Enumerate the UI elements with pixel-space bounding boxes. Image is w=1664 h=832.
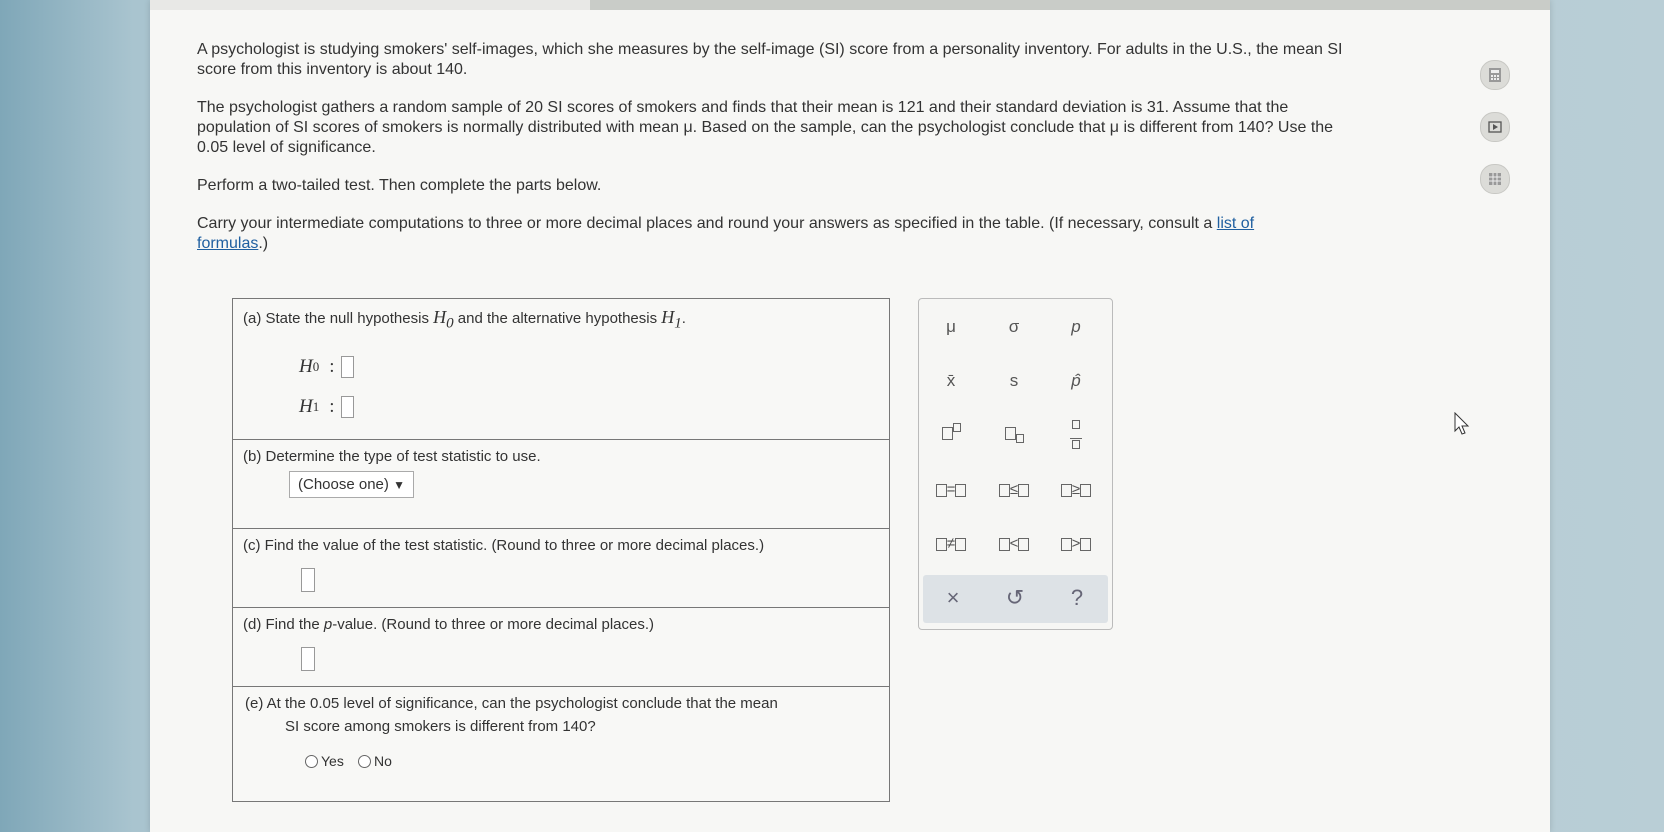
part-c [233, 529, 889, 608]
clear-icon[interactable]: × [946, 585, 960, 610]
yes-no-radios [305, 753, 879, 772]
intro-paragraph-2: The psychologist gathers a random sample of 20 SI scores of smokers and finds that their mean is 121 and their standard deviation is 31. Assume that the population of SI scores of smokers is normally distributed with mean μ. Based on the sample, can the psychologist conclude that μ is different from 140? Use the 0.05 level of significance. [197, 99, 1334, 156]
null-hypothesis-row: H 0 : [299, 351, 879, 383]
s-button[interactable]: s [1009, 371, 1019, 390]
intro-paragraph-3: Perform a two-tailed test. Then complete the parts below. [197, 177, 602, 194]
undo-icon[interactable]: ↺ [1005, 585, 1025, 610]
list-of-formulas-link[interactable]: list of formulas [197, 215, 1255, 252]
dropdown-arrow-icon: ▼ [393, 478, 405, 492]
null-hypothesis-input[interactable] [341, 356, 354, 378]
part-b-label: (b) Determine the type of test statistic to use. [243, 448, 541, 465]
palette-action-bar [923, 575, 1108, 623]
no-radio[interactable]: No [358, 753, 392, 769]
xbar-button[interactable]: x̄ [946, 371, 956, 390]
part-a-label: (a) State the null hypothesis $H_0$ and the alternative hypothesis $H_1$. [243, 307, 686, 332]
problem-content [197, 40, 1447, 272]
fraction-button[interactable] [1046, 419, 1106, 449]
help-icon[interactable]: ? [1070, 585, 1084, 610]
table-icon[interactable] [1480, 164, 1510, 194]
top-progress-bar [150, 0, 1550, 10]
test-statistic-select[interactable]: (Choose one) ▼ [289, 471, 414, 498]
less-equal-button[interactable]: ≤ [984, 481, 1044, 498]
greater-equal-button[interactable]: ≥ [1046, 481, 1106, 498]
yes-radio[interactable]: Yes [305, 753, 344, 769]
app-window [150, 0, 1550, 832]
mu-button[interactable]: μ [946, 317, 956, 336]
part-e-label-line2: SI score among smokers is different from 140? [285, 718, 596, 735]
part-e [233, 687, 889, 801]
calculator-icon[interactable] [1480, 60, 1510, 90]
alt-hypothesis-row: H 1 : [299, 391, 879, 423]
part-c-label: (c) Find the value of the test statistic. (Round to three or more decimal places.) [243, 537, 765, 554]
video-icon[interactable] [1480, 112, 1510, 142]
question-table [232, 298, 890, 802]
mouse-cursor-icon [1454, 412, 1470, 436]
part-e-label: (e) At the 0.05 level of significance, can the psychologist conclude that the mean [245, 695, 778, 712]
test-statistic-input[interactable] [301, 568, 315, 592]
intro-paragraph-1: A psychologist is studying smokers' self-images, which she measures by the self-image (SI) score from a personality inventory. For adults in the U.S., the mean SI score from this inventory is about 140. [197, 41, 1343, 78]
p-value-input[interactable] [301, 647, 315, 671]
alt-hypothesis-input[interactable] [341, 396, 354, 418]
part-a [233, 299, 889, 440]
sigma-button[interactable]: σ [1008, 317, 1020, 336]
subscript-button[interactable] [984, 423, 1044, 443]
p-button[interactable]: p [1071, 317, 1081, 336]
side-toolbar [1480, 60, 1520, 216]
not-equal-button[interactable]: ≠ [921, 535, 981, 552]
equals-button[interactable]: = [921, 481, 981, 498]
phat-button[interactable]: p̂ [1071, 371, 1081, 390]
part-d-label: (d) Find the p-value. (Round to three or more decimal places.) [243, 616, 655, 633]
less-than-button[interactable]: < [984, 535, 1044, 552]
part-d [233, 608, 889, 687]
math-palette [918, 298, 1113, 630]
part-b [233, 440, 889, 529]
superscript-button[interactable] [921, 423, 981, 443]
intro-paragraph-4: Carry your intermediate computations to three or more decimal places and round your answers as specified in the table. (If necessary, consult a list of formulas.) [197, 215, 1255, 252]
greater-than-button[interactable]: > [1046, 535, 1106, 552]
